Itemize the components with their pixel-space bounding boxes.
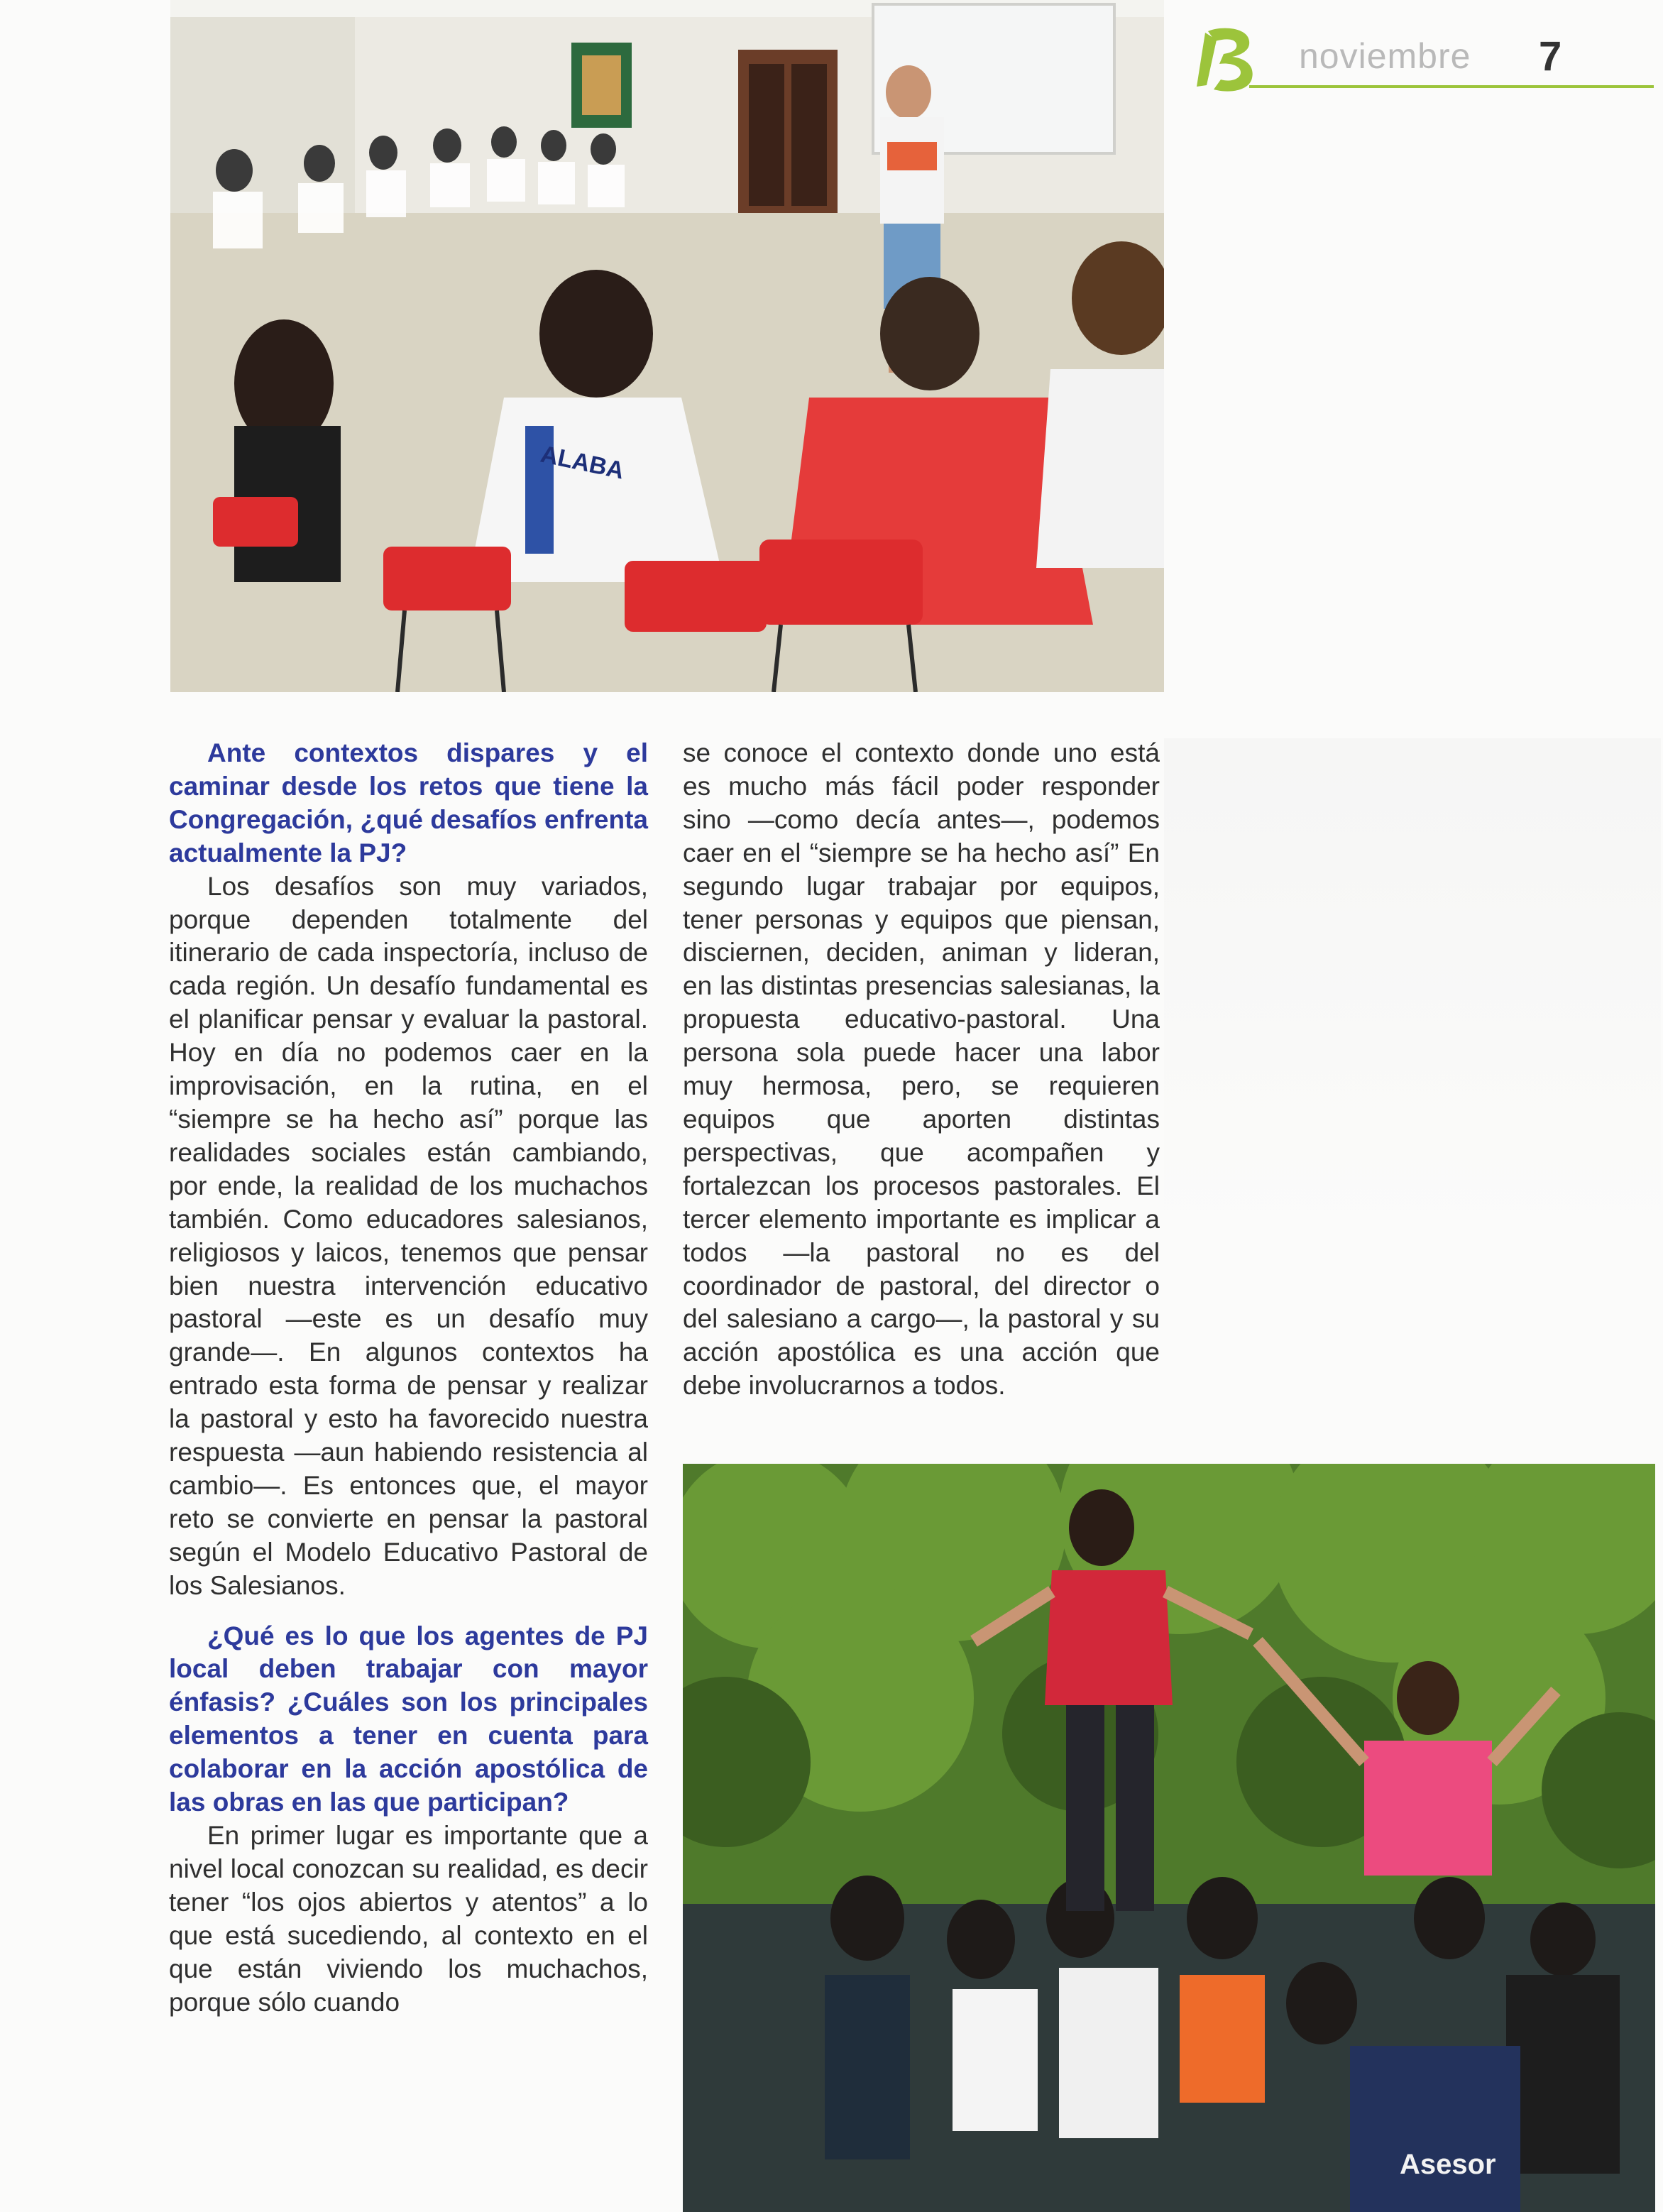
answer-2-continued: se conoce el contexto donde uno está es mucho más fácil poder responder sino —como decía antes—, podemos caer en el “siempre se ha hecho así” En segundo lugar trabajar por equipos, tener personas y equipos que piensan, disciernen, deciden, animan y lideran, en las distintas presencias salesianas, la propuesta educativo-pastoral. Una persona sola puede hacer una labor muy hermosa, pero, se requieren equipos que aporten distintas perspectivas, que acompañen y fortalezcan los procesos pastorales. El tercer elemento importante es implicar a todos —la pastoral no es del coordinador de pastoral, del director o del salesiano a cargo—, la pastoral y su acción apostólica es una acción que debe involucrarnos a todos. <box>683 738 1160 1401</box>
page-bleed-through <box>1164 738 1661 1235</box>
outdoor-photo <box>683 1464 1655 2212</box>
hoodie-text: Asesor <box>1400 2149 1496 2180</box>
section-name: noviembre <box>1299 36 1471 76</box>
question-2: ¿Qué es lo que los agentes de PJ local deben trabajar con mayor énfasis? ¿Cuáles son los principales elementos a tener en cuenta para colaborar en la acción apostólica de las obras en las que participan? <box>169 1621 648 1817</box>
paragraph-gap <box>169 1603 648 1620</box>
article-right-column <box>683 737 1160 1403</box>
page-number: 7 <box>1539 33 1562 80</box>
classroom-photo <box>170 0 1164 692</box>
answer-1: Los desafíos son muy variados, porque dependen totalmente del itinerario de cada inspectoría, incluso de cada región. Un desafío fundamental es el planificar pensar y evaluar la pastoral. Hoy en día no podemos caer en la improvisación, en la rutina, en el “siempre se ha hecho así” porque las realidades sociales están cambiando, por ende, la realidad de los muchachos también. Como educadores salesianos, religiosos y laicos, tenemos que pensar bien nuestra intervención educativo pastoral —este es un desafío muy grande—. En algunos contextos ha entrado esta forma de pensar y realizar la pastoral y esto ha favorecido nuestra respuesta —aun habiendo resistencia al cambio—. Es entonces que, el mayor reto se convierte en pensar la pastoral según el Modelo Educativo Pastoral de los Salesianos. <box>169 871 648 1600</box>
header-rule <box>1249 85 1654 88</box>
shirt-text: ALABA <box>538 440 627 485</box>
question-1: Ante contextos dispares y el caminar desde los retos que tiene la Congregación, ¿qué desafíos enfrenta actualmente la PJ? <box>169 738 648 867</box>
article-left-column <box>169 737 648 2019</box>
boletin-b-logo-icon <box>1192 23 1263 94</box>
page-header <box>1192 20 1654 98</box>
answer-2-start: En primer lugar es importante que a nivel local conozcan su realidad, es decir tener “los ojos abiertos y atentos” a lo que está sucediendo, al contexto en el que están viviendo los muchachos, porque sólo cuando <box>169 1821 648 2017</box>
